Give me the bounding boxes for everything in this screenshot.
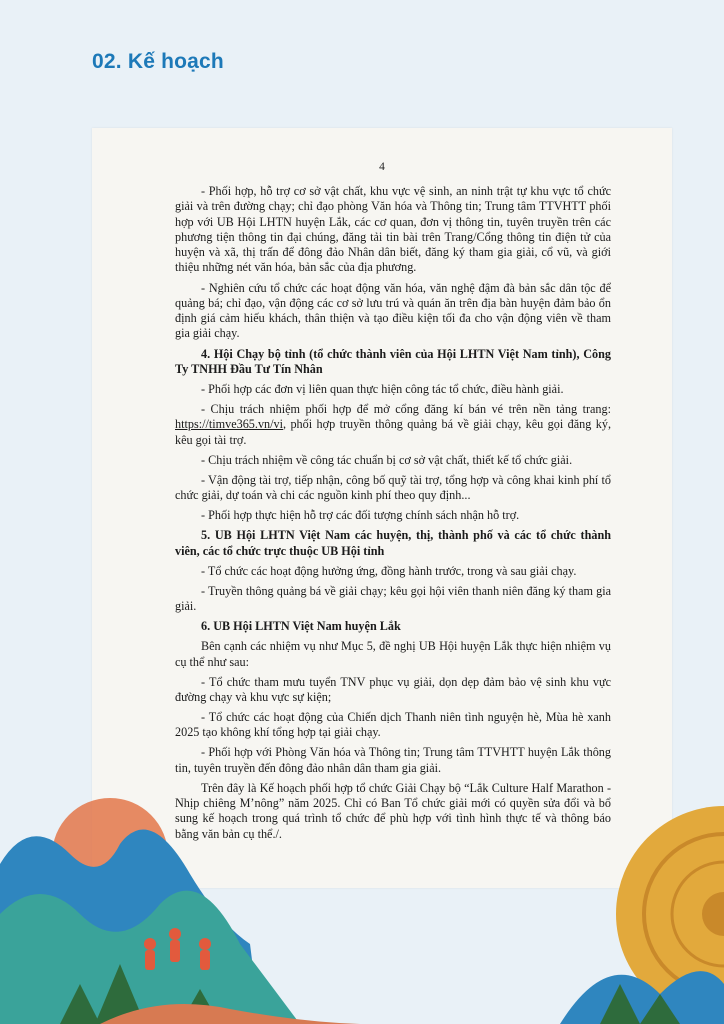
- paragraph-summer-campaign: - Tổ chức các hoạt động của Chiến dịch Thanh niên tình nguyện hè, Mùa hè xanh 2025 tạo không khí tổng hợp tại giải chạy.: [175, 710, 611, 740]
- scanned-document-page: [92, 128, 672, 888]
- paragraph-closing: Trên đây là Kế hoạch phối hợp tổ chức Giải Chạy bộ “Lắk Culture Half Marathon - Nhịp chiêng M’nông” năm 2025. Chỉ có Ban Tổ chức giải mới có quyền sửa đổi và bổ sung kế hoạch trong quá trình tổ chức để phù hợp với tình hình thực tế và thông báo bằng văn bản cụ thể./.: [175, 780, 611, 841]
- paragraph-volunteers: - Tổ chức tham mưu tuyển TNV phục vụ giải, dọn dẹp đảm bảo vệ sinh khu vực đường chạy và khu vực sự kiện;: [175, 674, 611, 704]
- paragraph-policy-support: - Phối hợp thực hiện hỗ trợ các đối tượng chính sách nhận hỗ trợ.: [201, 508, 520, 523]
- page-number: 4: [379, 161, 385, 173]
- paragraph-cultural-activities: - Nghiên cứu tổ chức các hoạt động văn hóa, văn nghệ đậm đà bản sắc dân tộc để quảng bá; chỉ đạo, vận động các cơ sở lưu trú và quán ăn trên địa bàn huyện đảm bảo ổn định giá cảm hiếu khách, thân thiện và tạo điều kiện tối đa cho vận động viên về tham gia giải chạy.: [175, 280, 611, 341]
- paragraph-ticket-platform: [175, 402, 611, 448]
- section-title: 02. Kế hoạch: [92, 50, 224, 73]
- heading-section-6: 6. UB Hội LHTN Việt Nam huyện Lắk: [201, 619, 401, 634]
- paragraph-coordinate-units: - Phối hợp các đơn vị liên quan thực hiện công tác tổ chức, điều hành giải.: [201, 381, 564, 396]
- paragraph-ticket-text-after: , phối hợp truyền thông quảng bá về giải chạy, kêu gọi đăng ký, kêu gọi tài trợ.: [175, 417, 611, 447]
- paragraph-facilities-design: - Chịu trách nhiệm về công tác chuẩn bị cơ sở vật chất, thiết kế tổ chức giải.: [201, 452, 573, 467]
- bronze-drum-sun-illustration: [560, 806, 724, 1024]
- mountains-runners-illustration: [0, 798, 360, 1024]
- heading-section-5: 5. UB Hội LHTN Việt Nam các huyện, thị, thành phố và các tổ chức thành viên, các tổ chức trực thuộc UB Hội tỉnh: [175, 528, 611, 558]
- paragraph-information: - Phối hợp với Phòng Văn hóa và Thông tin; Trung tâm TTVHTT huyện Lắk thông tin, tuyên truyền đến đông đảo nhân dân tham gia giải.: [175, 745, 611, 775]
- paragraph-section-6-intro: Bên cạnh các nhiệm vụ như Mục 5, đề nghị UB Hội huyện Lắk thực hiện nhiệm vụ cụ thể như sau:: [175, 639, 611, 669]
- paragraph-media-promotion: - Truyền thông quảng bá về giải chạy; kêu gọi hội viên thanh niên đăng ký tham gia giải.: [175, 583, 611, 614]
- paragraph-response-activities: - Tổ chức các hoạt động hưởng ứng, đồng hành trước, trong và sau giải chạy.: [201, 563, 577, 578]
- document-body: [175, 184, 611, 847]
- paragraph-sponsorship: - Vận động tài trợ, tiếp nhận, công bố quỹ tài trợ, tổng hợp và công khai kinh phí tổ chức giải, dự toán và chi các nguồn kinh phí theo quy định...: [175, 472, 611, 503]
- paragraph-ticket-text-before: - Chịu trách nhiệm phối hợp để mở cổng đăng kí bán vé trên nền tảng trang:: [201, 402, 611, 417]
- footer-decoration: [0, 794, 724, 1024]
- ticket-platform-link[interactable]: https://timve365.vn/vi: [175, 417, 283, 432]
- heading-section-4: 4. Hội Chạy bộ tỉnh (tổ chức thành viên của Hội LHTN Việt Nam tỉnh), Công Ty TNHH Đầu Tư Tín Nhân: [175, 346, 611, 376]
- paragraph-support-facilities: - Phối hợp, hỗ trợ cơ sở vật chất, khu vực vệ sinh, an ninh trật tự khu vực tổ chức giải và trên đường chạy; chỉ đạo phòng Văn hóa và Thông tin; Trung tâm TTVHTT phối hợp với UB Hội LHTN huyện Lắk, các cơ quan, đơn vị thông tin, tuyên truyền trên các phương tiện thông tin đại chúng, đăng tải tin bài trên Trang/Cổng thông tin điện tử của huyện và xã, thị trấn để đông đảo Nhân dân biết, đăng ký tham gia giải, cổ vũ, và giới thiệu những nét văn hóa, bản sắc của địa phương.: [175, 184, 611, 275]
